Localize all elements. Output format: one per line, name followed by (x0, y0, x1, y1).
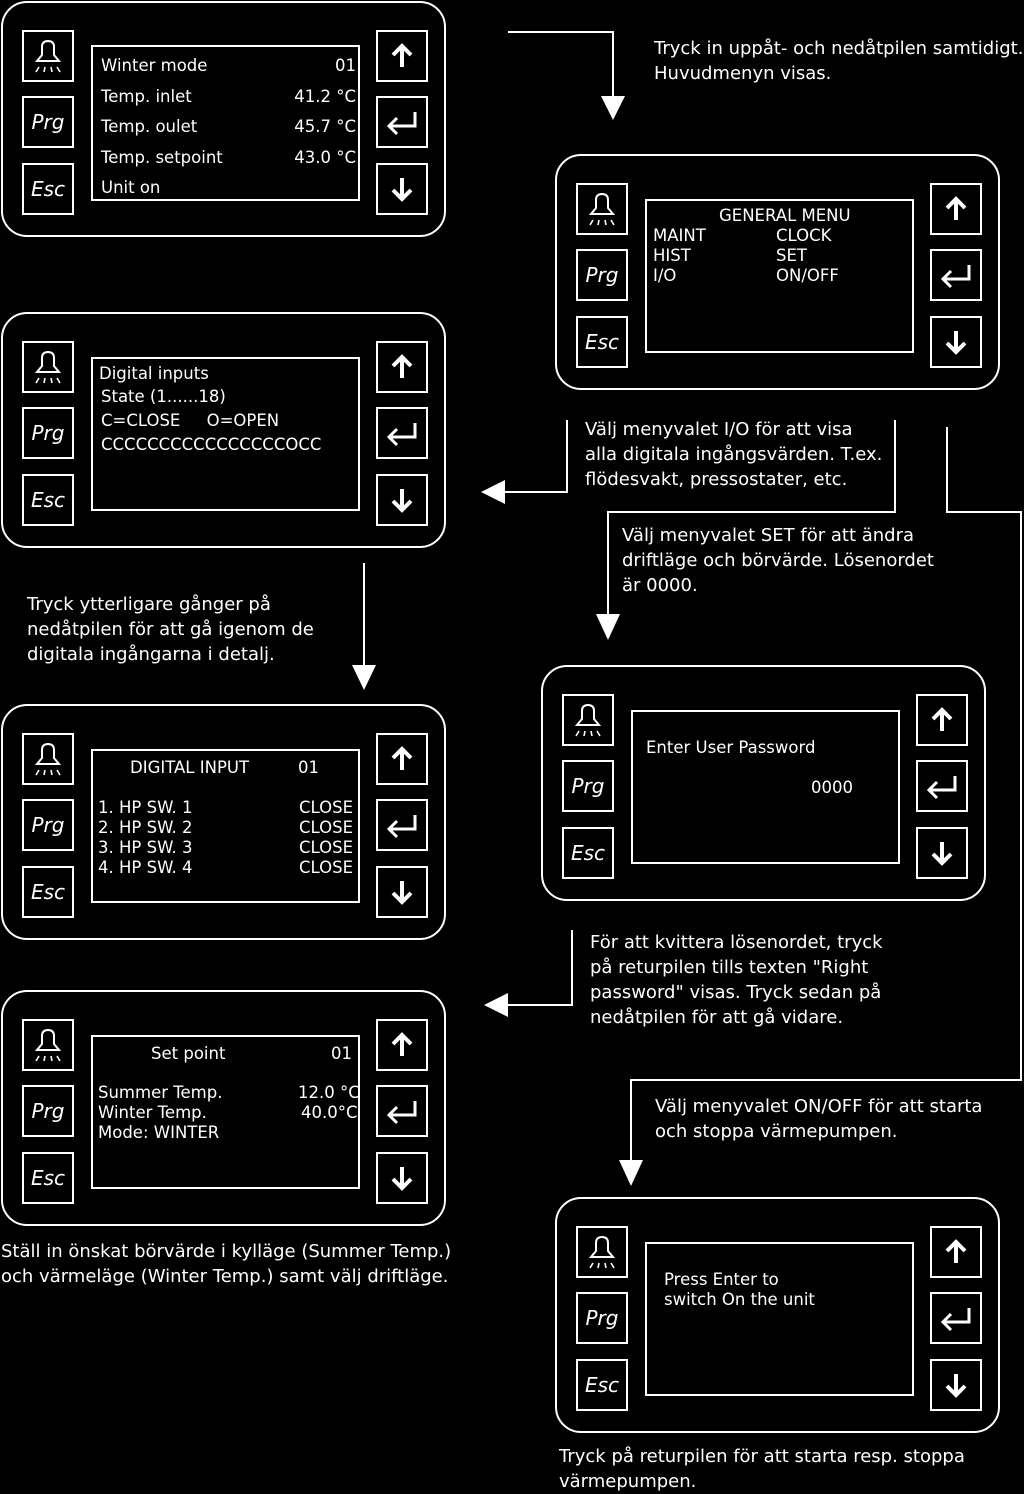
alarm-button[interactable] (576, 1226, 628, 1278)
alarm-button[interactable] (22, 733, 74, 785)
screen-title: Set point (151, 1044, 226, 1063)
enter-return-icon (925, 771, 959, 801)
arrow-up-icon (387, 41, 417, 71)
esc-button[interactable]: Esc (22, 163, 74, 215)
screen-line-label: Temp. setpoint (101, 148, 223, 167)
alarm-bell-icon (585, 1233, 619, 1271)
note-start-stop: Tryck på returpilen för att starta resp. stoppa värmepumpen. (559, 1446, 965, 1492)
controller-panel-status (1, 1, 446, 237)
enter-button[interactable] (930, 249, 982, 301)
enter-return-icon (385, 418, 419, 448)
prg-button[interactable]: Prg (22, 407, 74, 459)
password-prompt: Enter User Password (646, 738, 816, 757)
note-set-setpoints: Ställ in önskat börvärde i kylläge (Summer Temp.) och värmeläge (Winter Temp.) samt välj driftläge. (1, 1241, 452, 1287)
esc-button[interactable]: Esc (576, 1359, 628, 1411)
esc-button[interactable]: Esc (22, 866, 74, 918)
controller-panel-digital-input-detail (1, 704, 446, 940)
prg-button[interactable]: Prg (576, 249, 628, 301)
alarm-bell-icon (585, 190, 619, 228)
connector-line (508, 32, 613, 100)
connector-line (508, 930, 572, 1005)
arrow-up-icon (387, 1030, 417, 1060)
screen-line-label: Unit on (101, 178, 161, 197)
esc-button[interactable]: Esc (22, 1152, 74, 1204)
up-button[interactable] (376, 30, 428, 82)
screen-line: switch On the unit (664, 1290, 815, 1309)
down-button[interactable] (376, 866, 428, 918)
password-value: 0000 (811, 778, 853, 797)
alarm-button[interactable] (22, 341, 74, 393)
arrowhead (601, 96, 625, 120)
note-browse-inputs: Tryck ytterligare gånger på nedåtpilen för att gå igenom de digitala ingångarna i detalj. (27, 594, 314, 665)
menu-item-on-off: ON/OFF (776, 266, 839, 285)
lcd-screen (91, 749, 360, 903)
alarm-button[interactable] (576, 183, 628, 235)
controller-panel-password (541, 665, 986, 901)
screen-line-label: Temp. oulet (101, 117, 198, 136)
up-button[interactable] (376, 341, 428, 393)
arrow-down-icon (387, 1163, 417, 1193)
note-select-on-off: Välj menyvalet ON/OFF för att starta och stoppa värmepumpen. (655, 1096, 983, 1142)
input-row-label: 4. HP SW. 4 (98, 858, 193, 877)
down-button[interactable] (930, 316, 982, 368)
setpoint-row-label: Summer Temp. (98, 1083, 223, 1102)
down-button[interactable] (916, 827, 968, 879)
screen-line-label: Temp. inlet (101, 87, 192, 106)
screen-line-value: 43.0 °C (294, 148, 356, 167)
input-row-label: 1. HP SW. 1 (98, 798, 193, 817)
prg-button[interactable]: Prg (576, 1292, 628, 1344)
controller-panel-general-menu (555, 154, 1000, 390)
alarm-button[interactable] (562, 694, 614, 746)
esc-button[interactable]: Esc (562, 827, 614, 879)
screen-line-value: 45.7 °C (294, 117, 356, 136)
arrow-down-icon (941, 1370, 971, 1400)
controller-panel-digital-inputs-state (1, 312, 446, 548)
lcd-screen (631, 710, 900, 864)
lcd-screen (91, 45, 360, 201)
enter-button[interactable] (376, 96, 428, 148)
menu-title: GENERAL MENU (719, 206, 851, 225)
down-button[interactable] (376, 474, 428, 526)
arrow-down-icon (927, 838, 957, 868)
up-button[interactable] (376, 1019, 428, 1071)
setpoint-row-label: Mode: WINTER (98, 1123, 220, 1142)
note-confirm-password: För att kvittera lösenordet, tryck på returpilen tills texten "Right password" visas. Tryck sedan på nedåtpilen för att gå vidare. (590, 932, 883, 1028)
controller-panel-on-off (555, 1197, 1000, 1433)
setpoint-row-value: 40.0°C (301, 1103, 358, 1122)
arrowhead (352, 665, 376, 690)
arrowhead (619, 1160, 643, 1186)
prg-button[interactable]: Prg (22, 96, 74, 148)
screen-line-label: Winter mode (101, 56, 208, 75)
screen-line-value: 41.2 °C (294, 87, 356, 106)
menu-item-io: I/O (653, 266, 677, 285)
esc-button[interactable]: Esc (22, 474, 74, 526)
arrow-up-icon (387, 352, 417, 382)
screen-number: 01 (331, 1044, 352, 1063)
arrowhead (481, 480, 505, 504)
enter-return-icon (939, 260, 973, 290)
up-button[interactable] (376, 733, 428, 785)
enter-return-icon (939, 1303, 973, 1333)
alarm-bell-icon (31, 1026, 65, 1064)
note-select-set: Välj menyvalet SET för att ändra driftläge och börvärde. Lösenordet är 0000. (622, 525, 934, 596)
connector-line (505, 420, 567, 492)
enter-button[interactable] (916, 760, 968, 812)
screen-line-value: 01 (335, 56, 356, 75)
down-button[interactable] (930, 1359, 982, 1411)
prg-button[interactable]: Prg (22, 1085, 74, 1137)
enter-return-icon (385, 1096, 419, 1126)
enter-button[interactable] (376, 799, 428, 851)
input-row-value: CLOSE (299, 858, 354, 877)
arrow-down-icon (387, 485, 417, 515)
alarm-bell-icon (31, 37, 65, 75)
prg-button[interactable]: Prg (562, 760, 614, 812)
enter-button[interactable] (930, 1292, 982, 1344)
note-open-main-menu: Tryck in uppåt- och nedåtpilen samtidigt. Huvudmenyn visas. (654, 38, 1024, 84)
arrow-up-icon (941, 1237, 971, 1267)
menu-item-maint: MAINT (653, 226, 706, 245)
lcd-screen (91, 357, 360, 511)
input-row-label: 2. HP SW. 2 (98, 818, 193, 837)
menu-item-hist: HIST (653, 246, 691, 265)
esc-button[interactable]: Esc (576, 316, 628, 368)
alarm-bell-icon (31, 348, 65, 386)
screen-line: Digital inputs (99, 364, 209, 383)
lcd-screen (91, 1035, 360, 1189)
enter-button[interactable] (376, 407, 428, 459)
arrow-up-icon (927, 705, 957, 735)
input-row-value: CLOSE (299, 838, 354, 857)
screen-line: Press Enter to (664, 1270, 779, 1289)
lcd-screen (645, 1242, 914, 1396)
up-button[interactable] (930, 1226, 982, 1278)
input-row-value: CLOSE (299, 818, 354, 837)
setpoint-row-value: 12.0 °C (298, 1083, 360, 1102)
arrowhead (484, 993, 508, 1017)
down-button[interactable] (376, 163, 428, 215)
arrow-down-icon (387, 877, 417, 907)
arrowhead (596, 614, 620, 640)
alarm-bell-icon (31, 740, 65, 778)
arrow-down-icon (387, 174, 417, 204)
arrow-up-icon (387, 744, 417, 774)
alarm-button[interactable] (22, 30, 74, 82)
screen-title: DIGITAL INPUT (130, 758, 250, 777)
prg-button[interactable]: Prg (22, 799, 74, 851)
screen-line: CCCCCCCCCCCCCCCCOCC (101, 435, 322, 454)
controller-panel-set-point (1, 990, 446, 1226)
screen-line: State (1......18) (101, 387, 226, 406)
up-button[interactable] (930, 183, 982, 235)
screen-number: 01 (298, 758, 319, 777)
lcd-screen (645, 199, 914, 353)
arrow-up-icon (941, 194, 971, 224)
up-button[interactable] (916, 694, 968, 746)
alarm-button[interactable] (22, 1019, 74, 1071)
down-button[interactable] (376, 1152, 428, 1204)
alarm-bell-icon (571, 701, 605, 739)
arrow-down-icon (941, 327, 971, 357)
screen-line: C=CLOSE O=OPEN (101, 411, 280, 430)
setpoint-row-label: Winter Temp. (98, 1103, 207, 1122)
input-row-label: 3. HP SW. 3 (98, 838, 193, 857)
enter-button[interactable] (376, 1085, 428, 1137)
enter-return-icon (385, 107, 419, 137)
menu-item-set: SET (776, 246, 807, 265)
menu-item-clock: CLOCK (776, 226, 832, 245)
input-row-value: CLOSE (299, 798, 354, 817)
note-select-io: Välj menyvalet I/O för att visa alla digitala ingångsvärden. T.ex. flödesvakt, pressostater, etc. (585, 419, 883, 490)
enter-return-icon (385, 810, 419, 840)
